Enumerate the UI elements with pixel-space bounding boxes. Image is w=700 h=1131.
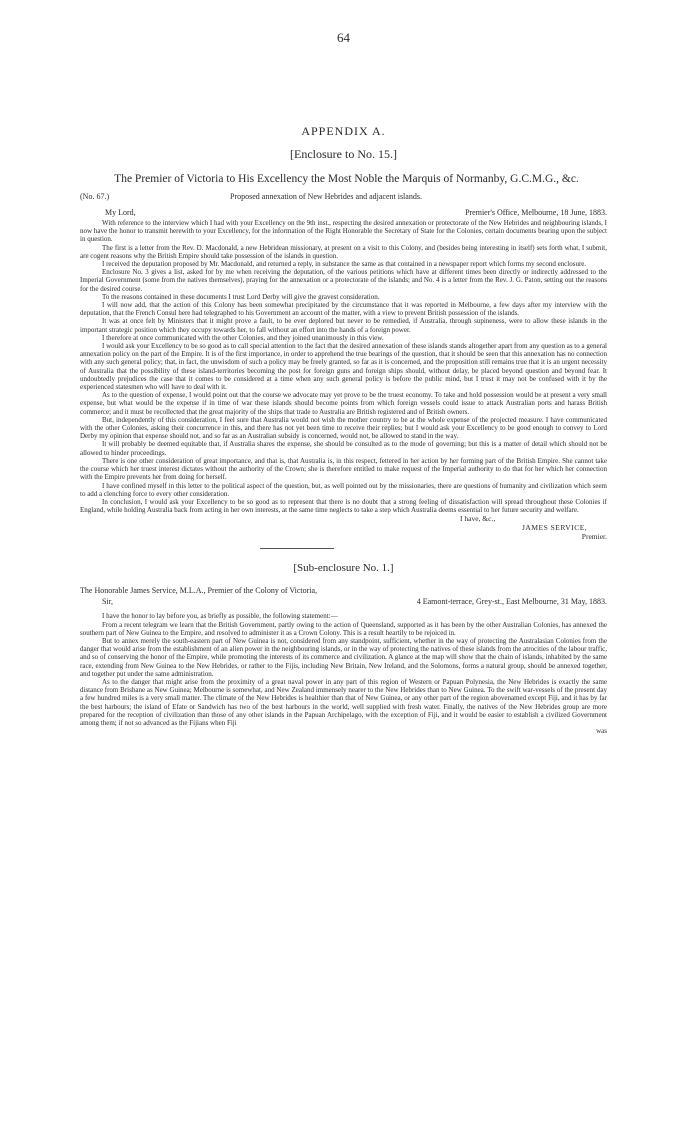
- letter-subject-line: [80, 192, 607, 203]
- letter-paragraph: As to the question of expense, I would point out that the course we advocate may yet prove to be the truest economy. To take and hold possession would be at present a very small expense, but what would be the expense if in time of war these islands should become points from which foreign vessels could issue to attack Australian ports and harass British commerce; and it must be recollected that the great majority of the ships that trade to Australia are British registered and of British owners.: [80, 391, 607, 416]
- letter-paragraph: I have confined myself in this letter to the political aspect of the question, but, as well pointed out by the missionaries, there are questions of humanity and civilization which seem to add a clenching force to every other consideration.: [80, 481, 607, 498]
- letter-paragraph: I received the deputation proposed by Mr. Macdonald, and returned a reply, in substance the same as that contained in a newspaper report which forms my second enclosure.: [102, 260, 587, 269]
- letter-signature-block: [80, 514, 607, 551]
- letter-signature-title: Premier.: [581, 532, 607, 542]
- letter-subject: Proposed annexation of New Hebrides and adjacent islands.: [230, 192, 422, 201]
- letter-title: The Premier of Victoria to His Excellency the Most Noble the Marquis of Normanby, G.C.M.G., &c.: [114, 173, 579, 185]
- letter-closing: I have, &c.,: [460, 514, 496, 524]
- letter-paragraph: I would ask your Excellency to be so good as to call special attention to the fact that the desired annexation of these islands stands altogether apart from any question as to a general annexation policy on the part of the Empire. It is of the first importance, in order to apprehend the true bearings of the question, that it should be seen that this annexation has no connection with any such general policy; that, in fact, the unwisdom of such a policy may be freely granted, so far as it is concerned, and the proposition still remains true that it is an urgent necessity of Australia that the possibility of these island-territories becoming the post for foreign guns and foreign ships should, without delay, be placed beyond question and beyond fear. It undoubtedly prejudices the case that it comes to be considered at a time when any such general policy is before the public mind, but I trust it may not be confused with it by the experienced statesmen who will have to deal with it.: [80, 342, 607, 392]
- section-divider: [260, 548, 334, 549]
- letter-paragraph: Enclosure No. 3 gives a list, asked for by me when receiving the deputation, of the various petitions which have at different times been directly or indirectly addressed to the Imperial Government (some from the natives themselves), praying for the annexation or a protectorate of the islands; and No. 4 is a letter from the Rev. J. G. Paton, setting out the reasons for the desired course.: [80, 268, 607, 293]
- sub-letter-salutation: Sir,: [102, 597, 114, 607]
- letter-place-date: Premier's Office, Melbourne, 18 June, 1883.: [465, 208, 607, 217]
- sub-letter-header: [80, 597, 607, 608]
- subenclosure-heading: [Sub-enclosure No. 1.]: [293, 562, 394, 575]
- letter-signature: JAMES SERVICE,: [522, 523, 588, 533]
- letter-paragraph: It was at once felt by Ministers that it might prove a fault, to be ever deplored but never to be remedied, if Australia, through supineness, were to allow these islands in the important strategic position which they occupy towards her, to fall without an effort into the hands of a foreign power.: [80, 317, 607, 334]
- letter-paragraph: In conclusion, I would ask your Excellency to be so good as to represent that there is no doubt that a strong feeling of dissatisfaction will spread throughout these Colonies if England, while holding Australia back from acting in her own interests, at the same time neglects to take a step which Australia deems essential to her future security and welfare.: [80, 497, 607, 515]
- letter-paragraph: To the reasons contained in these documents I trust Lord Derby will give the gravest consideration.: [102, 292, 380, 301]
- page-number: 64: [337, 30, 350, 45]
- sub-letter-body: [80, 612, 607, 727]
- letter-paragraph: The first is a letter from the Rev. D. Macdonald, a new Hebridean missionary, at present on a visit to this Colony, and (besides being interesting in itself) sets forth what, I submit, are cogent reasons why the British Empire should take possession of the islands in question.: [80, 243, 607, 260]
- catchword: was: [596, 727, 607, 736]
- letter-paragraph: I will now add, that the action of this Colony has been somewhat precipitated by the circumstance that it was reported in Melbourne, a few days after my interview with the deputation, that the French Consul here had telegraphed to his Government an account of the matter, with a view to prevent British possession of the islands.: [80, 301, 607, 318]
- sub-letter-paragraph: But to annex merely the south-eastern part of New Guinea is not, considered from any standpoint, sufficient, whether in the way of protecting the Australasian Colonies from the danger that would arise from the establishment of an alien power in the neighbouring islands, or in the way of protecting the natives of these islands from the atrocities of the labour traffic, and so of conserving the honor of the Empire, while promoting the interests of its commerce and civilization. A glance at the map will show that the chain of islands, inhabited by the same race, extending from New Guinea to the New Hebrides, or rather to the Fijis, including New Britain, New Ireland, and the Solomons, forms a natural group, should be annexed together, and together put under the same administration.: [80, 636, 607, 678]
- enclosure-heading: [Enclosure to No. 15.]: [290, 147, 397, 161]
- appendix-heading: APPENDIX A.: [301, 124, 386, 138]
- sub-letter-paragraph: As to the danger that might arise from the proximity of a great naval power in any part of this region of Western or Papuan Polynesia, the New Hebrides is exactly the same distance from Brisbane as New Guinea; Melbourne is somewhat, and New Zealand immensely nearer to the New Hebrides than to New Guinea. To the swift war-vessels of the present day a few hundred miles is a very small matter. The climate of the New Hebrides is healthier than that of New Guinea, or any other part of the region abovenamed except Fiji, and it has by far the best harbours; the island of Efate or Sandwich has two of the best harbours in the world, well supplied with fresh water. Finally, the natives of the New Hebrides group are more prepared for the reception of civilization than those of any other islands in the Papuan Archipelago, with the exception of Fiji, and it would be easier to establish a civilized Government among them; if not so advanced as the Fijians when Fiji: [80, 677, 607, 727]
- letter-paragraph: It will probably be deemed equitable that, if Australia shares the expense, she should be consulted as to the mode of governing; but this is a matter of detail which should not be allowed to hinder proceedings.: [80, 440, 607, 457]
- letter-number: (No. 67.): [80, 192, 110, 201]
- letter-salutation: My Lord,: [105, 208, 136, 217]
- sub-letter-paragraph: From a recent telegram we learn that the British Government, partly owing to the action of Queensland, supported as it has been by the other Australian Colonies, has annexed the southern part of New Guinea to the Empire, and resolved to administer it as a Crown Colony. This is a result heartily to be rejoiced in.: [80, 620, 607, 637]
- sub-letter-place-date: 4 Eamont-terrace, Grey-st., East Melbourne, 31 May, 1883.: [416, 597, 607, 607]
- document-page: [80, 30, 607, 736]
- letter-paragraph: I therefore at once communicated with the other Colonies, and they joined unanimously in this view.: [102, 333, 384, 342]
- letter-paragraph: There is one other consideration of great importance, and that is, that Australia is, in this respect, fettered in her action by her forming part of the British Empire. She cannot take the course which her truest interest dictates without the authority of the Crown; she is therefore entitled to make request of the Imperial authority to do that for her which her connection with the Empire prevents her from doing for herself.: [80, 456, 607, 482]
- letter-body: [80, 219, 607, 514]
- letter-paragraph: But, independently of this consideration, I feel sure that Australia would not wish the mother country to be at the whole expense of the projected measure. I have communicated with the other Colonies, asking their concurrence in this, and there has not yet been time to receive their replies; but I would ask your Excellency to be good enough to convey to Lord Derby my opinion that expense should not, and so far as an Australian subsidy is concerned, would not, be allowed to stand in the way.: [80, 415, 607, 441]
- letter-paragraph: With reference to the interview which I had with your Excellency on the 9th inst., respecting the desired annexation or protectorate of the New Hebrides and neighbouring islands, I now have the honor to transmit herewith to your Excellency, for the information of the Right Honorable the Secretary of State for the Colonies, certain documents bearing upon the subject in question.: [80, 219, 607, 244]
- letter-header: [80, 208, 607, 219]
- sub-letter-paragraph: I have the honor to lay before you, as briefly as possible, the following statement:—: [102, 612, 338, 621]
- sub-letter-addressee: The Honorable James Service, M.L.A., Premier of the Colony of Victoria,: [80, 586, 318, 596]
